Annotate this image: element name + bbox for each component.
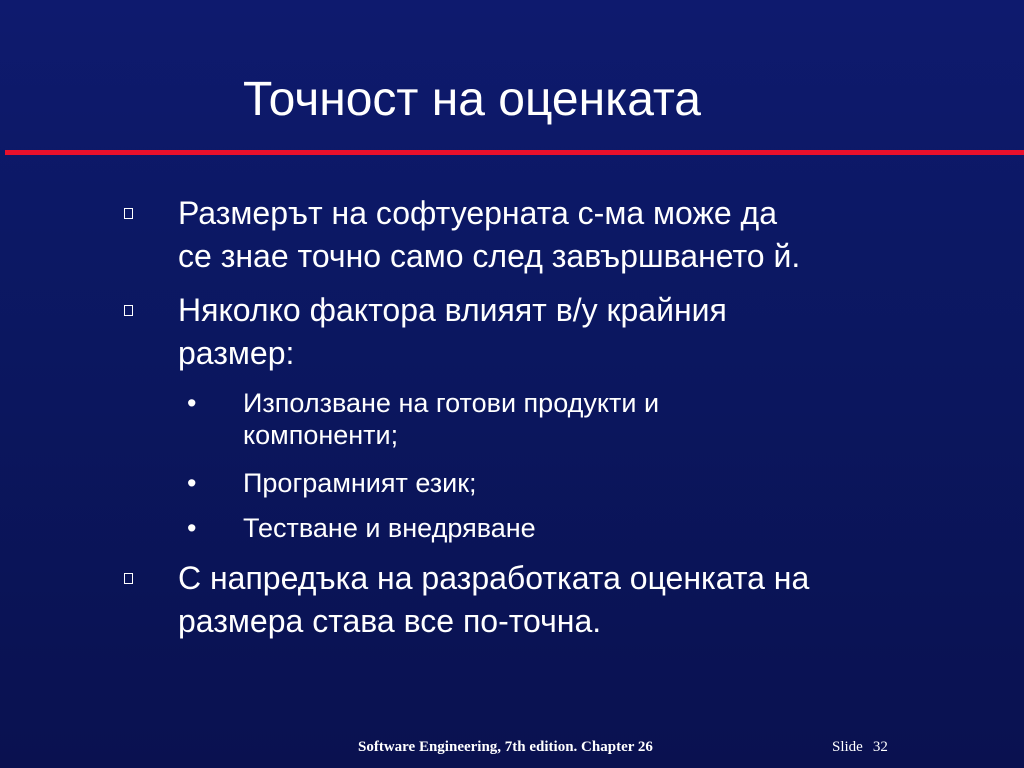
bullet-text-line: Няколко фактора влияят в/у крайния xyxy=(178,292,727,328)
sub-bullet-text-line: Програмният език; xyxy=(243,468,477,498)
sub-bullet-item-2 xyxy=(187,467,943,499)
sub-bullet-text-line: Тестване и внедряване xyxy=(243,513,536,543)
square-bullet-icon xyxy=(124,208,133,219)
bullet-item-3 xyxy=(178,557,978,643)
bullet-item-2 xyxy=(178,289,978,375)
footer-slide-number xyxy=(832,738,888,756)
footer-book-title: Software Engineering, 7th edition. Chapter 26 xyxy=(358,739,653,755)
dot-bullet-icon: • xyxy=(187,468,197,498)
dot-bullet-icon: • xyxy=(187,388,197,418)
sub-bullet-text-line: Използване на готови продукти и xyxy=(243,388,660,418)
slide-title: Точност на оценката xyxy=(243,73,701,126)
bullet-text-line: Размерът на софтуерната с-ма може да xyxy=(178,195,778,231)
sub-bullet-item-1 xyxy=(187,387,943,451)
slide-number: 32 xyxy=(872,739,888,755)
square-bullet-icon xyxy=(124,573,133,584)
sub-bullet-item-3 xyxy=(187,512,943,544)
bullet-text-line: размера става все по-точна. xyxy=(178,603,602,639)
dot-bullet-icon: • xyxy=(187,513,197,543)
bullet-item-1 xyxy=(178,192,978,278)
title-divider xyxy=(5,150,1024,155)
bullet-text-line: размер: xyxy=(178,335,295,371)
sub-bullet-text-line: компоненти; xyxy=(243,420,399,450)
slide-label: Slide xyxy=(832,739,863,755)
bullet-text-line: С напредъка на разработката оценката на xyxy=(178,560,810,596)
bullet-text-line: се знае точно само след завършването й. xyxy=(178,238,801,274)
square-bullet-icon xyxy=(124,305,133,316)
